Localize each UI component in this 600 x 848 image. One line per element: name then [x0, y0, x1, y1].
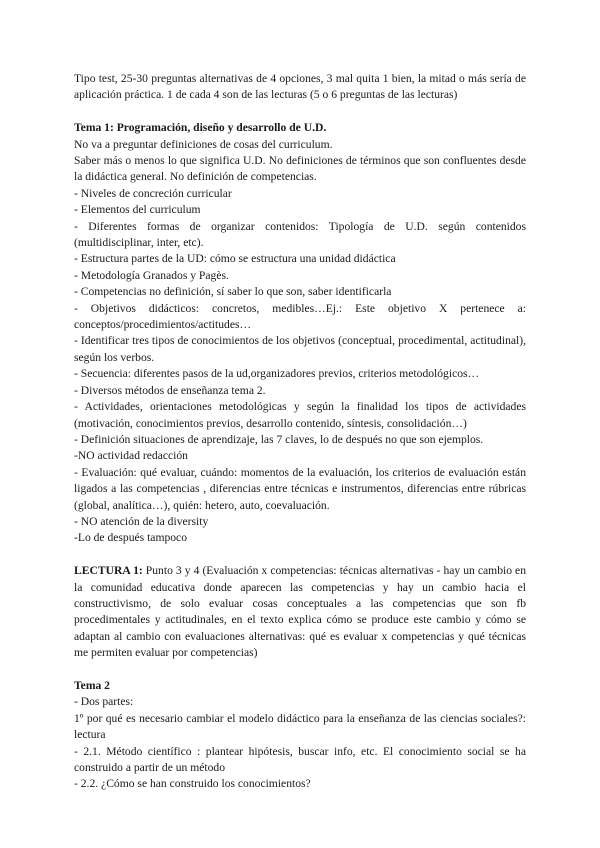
tema2-body	[74, 694, 526, 792]
document-line: No va a preguntar definiciones de cosas del curriculum.	[74, 137, 333, 151]
spacer	[74, 662, 526, 678]
document-line: - Metodología Granados y Pagès.	[74, 268, 229, 282]
document-line: - 2.1. Método científico : plantear hipótesis, buscar info, etc. El conocimiento social se ha construido a partir de un método	[74, 744, 526, 775]
lectura1-paragraph	[74, 563, 526, 661]
document-line: - 2.2. ¿Cómo se han construido los conocimientos?	[74, 777, 311, 791]
tema2-heading: Tema 2	[74, 678, 110, 692]
document-line: Saber más o menos lo que significa U.D. No definiciones de términos que son confluentes desde la didáctica general. No definición de competencias.	[74, 154, 526, 184]
spacer	[74, 104, 526, 120]
document-content	[74, 71, 526, 793]
document-line: - Competencias no definición, sí saber lo que son, saber identificarla	[74, 285, 392, 299]
document-line: - Diferentes formas de organizar contenidos: Tipología de U.D. según contenidos (multidisciplinar, inter, etc).	[74, 219, 526, 250]
tema1-heading: Tema 1: Programación, diseño y desarrollo de U.D.	[74, 121, 327, 135]
document-line: - Dos partes:	[74, 695, 134, 709]
document-line: - Niveles de concreción curricular	[74, 186, 232, 200]
document-line: - Estructura partes de la UD: cómo se estructura una unidad didáctica	[74, 252, 396, 266]
document-line: - Objetivos didácticos: concretos, medibles…Ej.: Este objetivo X pertenece a: conceptos/procedimientos/actitudes…	[74, 301, 526, 332]
document-line: - NO atención de la diversity	[74, 514, 209, 528]
document-line: - Identificar tres tipos de conocimientos de los objetivos (conceptual, procedimental, actitudinal), según los verbos.	[74, 334, 526, 364]
document-line: -Lo de después tampoco	[74, 531, 188, 545]
document-line: - Elementos del curriculum	[74, 203, 201, 217]
document-line: - Evaluación: qué evaluar, cuándo: momentos de la evaluación, los criterios de evaluación están ligados a las competencias , diferencias entre técnicas e instrumentos, diferencias entre rúbricas (global, analítica…), quién: hetero, auto, coevaluación.	[74, 465, 526, 512]
tema1-body	[74, 137, 526, 547]
document-line: - Diversos métodos de enseñanza tema 2.	[74, 383, 266, 397]
lectura1-heading: LECTURA 1:	[74, 564, 143, 578]
document-line: 1º por qué es necesario cambiar el modelo didáctico para la enseñanza de las ciencias sociales?: lectura	[74, 711, 526, 742]
document-line: -NO actividad redacción	[74, 449, 188, 463]
document-line: - Definición situaciones de aprendizaje, las 7 claves, lo de después no que son ejemplos.	[74, 432, 484, 446]
intro-paragraph: Tipo test, 25-30 preguntas alternativas de 4 opciones, 3 mal quita 1 bien, la mitad o más sería de aplicación práctica. 1 de cada 4 son de las lecturas (5 o 6 preguntas de las lecturas)	[74, 72, 526, 102]
lectura1-text: Punto 3 y 4 (Evaluación x competencias: técnicas alternativas - hay un cambio en la comunidad educativa donde aparecen las competencias y hay un cambio hacia el constructivismo, de solo evaluar cosas conceptuales a las competencias que son fb procedimentales y actitudinales, en el texto explica cómo se produce este cambio y cómo se adaptan al cambio con evaluaciones alternativas: qué es evaluar x competencias y qué técnicas me permiten evaluar por competencias)	[74, 564, 527, 660]
document-line: - Actividades, orientaciones metodológicas y según la finalidad los tipos de actividades (motivación, conocimientos previos, desarrollo contenido, síntesis, consolidación…)	[74, 400, 526, 430]
spacer	[74, 547, 526, 563]
document-line: - Secuencia: diferentes pasos de la ud,organizadores previos, criterios metodológicos…	[74, 367, 480, 381]
